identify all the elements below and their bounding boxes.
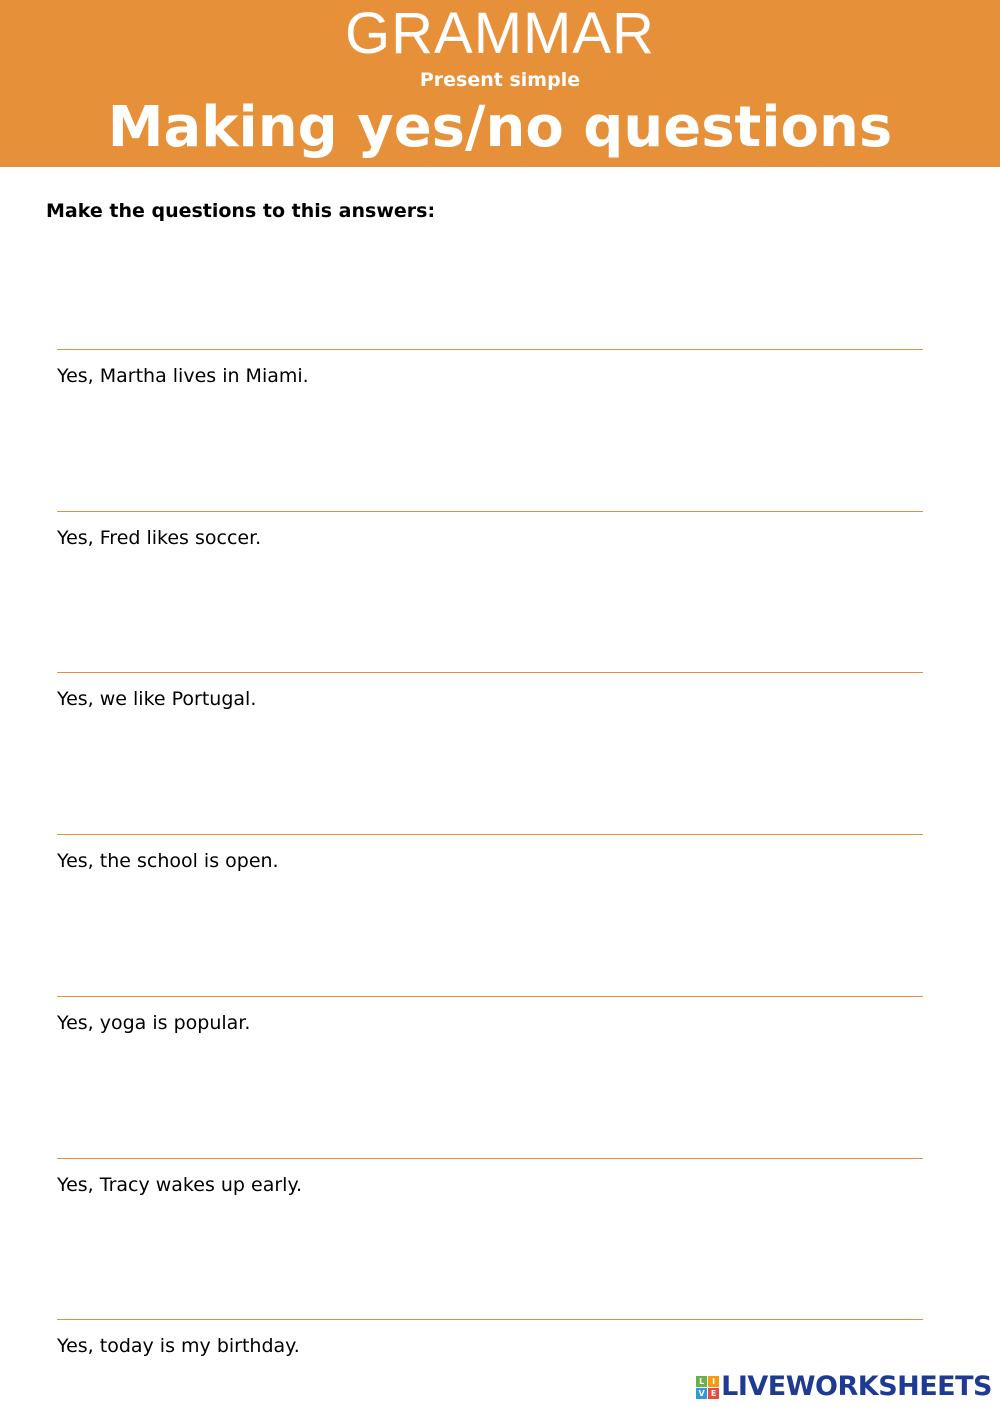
logo-tile: V [696, 1388, 707, 1399]
answer-text: Yes, yoga is popular. [57, 1012, 251, 1034]
answer-text: Yes, Fred likes soccer. [57, 527, 262, 549]
answer-text: Yes, Martha lives in Miami. [57, 365, 309, 387]
header-subtitle: Present simple [419, 69, 581, 91]
exercise-item [57, 672, 923, 732]
answer-text: Yes, we like Portugal. [57, 688, 257, 710]
question-input-line[interactable] [57, 349, 923, 350]
answer-text: Yes, today is my birthday. [57, 1335, 300, 1357]
exercise-item [57, 1158, 923, 1218]
question-input-line[interactable] [57, 672, 923, 673]
liveworksheets-logo-icon [696, 1376, 719, 1399]
exercise-item [57, 349, 923, 409]
header-category: GRAMMAR [345, 1, 655, 66]
logo-tile: E [708, 1388, 719, 1399]
question-input-line[interactable] [57, 834, 923, 835]
answer-text: Yes, the school is open. [57, 850, 279, 872]
logo-tile: L [696, 1376, 707, 1387]
exercise-item [57, 511, 923, 571]
liveworksheets-brand[interactable] [696, 1372, 992, 1402]
exercise-item [57, 996, 923, 1056]
logo-tile: I [708, 1376, 719, 1387]
answer-text: Yes, Tracy wakes up early. [57, 1174, 303, 1196]
page-title: Making yes/no questions [107, 95, 893, 160]
question-input-line[interactable] [57, 511, 923, 512]
question-input-line[interactable] [57, 1158, 923, 1159]
header-banner [0, 0, 1000, 167]
question-input-line[interactable] [57, 1319, 923, 1320]
exercise-item [57, 1319, 923, 1379]
exercise-item [57, 834, 923, 894]
brand-name: LIVEWORKSHEETS [721, 1371, 992, 1402]
question-input-line[interactable] [57, 996, 923, 997]
instruction-text: Make the questions to this answers: [46, 200, 436, 222]
